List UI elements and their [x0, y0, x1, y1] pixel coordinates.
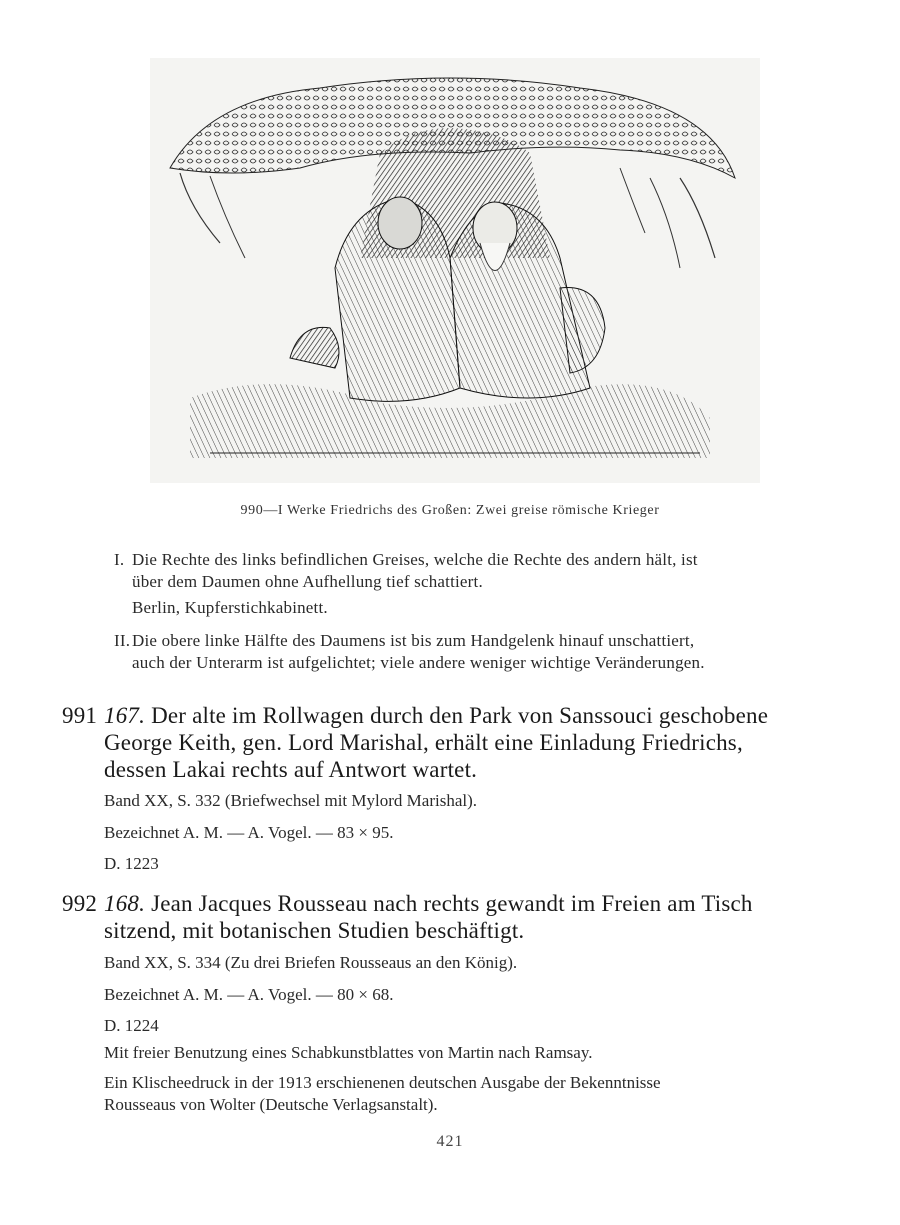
catalog-number: 168.: [104, 891, 146, 916]
entry-number: 991: [62, 703, 98, 728]
catalog-number: 167.: [104, 703, 146, 728]
entry-992-signature: Bezeichnet A. M. — A. Vogel. — 80 × 68.: [104, 985, 394, 1004]
entry-991-dorgerloh: D. 1223: [104, 854, 159, 873]
page-number: 421: [436, 1133, 464, 1150]
state-text-line: auch der Unterarm ist aufgelichtet; viele andere weniger wichtige Veränderungen.: [132, 653, 705, 672]
entry-992-note: Mit freier Benutzung eines Schabkunstblattes von Martin nach Ramsay.: [104, 1043, 593, 1062]
state-1-location: Berlin, Kupferstichkabinett.: [132, 598, 328, 617]
entry-number: 992: [62, 891, 98, 916]
note-line: Rousseaus von Wolter (Deutsche Verlagsanstalt).: [104, 1095, 438, 1114]
entry-991-title: [62, 702, 824, 783]
entry-991-signature: Bezeichnet A. M. — A. Vogel. — 83 × 95.: [104, 823, 394, 842]
state-number: I.: [114, 550, 125, 569]
entry-992-dorgerloh: D. 1224: [104, 1016, 159, 1035]
state-text-line: über dem Daumen ohne Aufhellung tief schattiert.: [132, 572, 483, 591]
title-line: Jean Jacques Rousseau nach rechts gewandt im Freien am Tisch: [151, 891, 753, 916]
state-number: II.: [114, 631, 131, 650]
state-1: [114, 549, 812, 593]
state-text-line: Die Rechte des links befindlichen Greises, welche die Rechte des andern hält, ist: [132, 550, 698, 569]
title-line: George Keith, gen. Lord Marishal, erhält eine Einladung Friedrichs,: [104, 730, 743, 755]
entry-992-title: [62, 890, 824, 944]
figure-caption: 990—I Werke Friedrichs des Großen: Zwei greise römische Krieger: [240, 503, 660, 518]
entry-992-source: Band XX, S. 334 (Zu drei Briefen Rousseaus an den König).: [104, 953, 518, 972]
state-2: [114, 630, 822, 674]
entry-992-print-note: [104, 1072, 804, 1116]
state-text-line: Die obere linke Hälfte des Daumens ist bis zum Handgelenk hinauf unschattiert,: [132, 631, 695, 650]
entry-991-source: Band XX, S. 332 (Briefwechsel mit Mylord Marishal).: [104, 791, 477, 810]
title-line: sitzend, mit botanischen Studien beschäftigt.: [104, 918, 525, 943]
engraving-illustration: [150, 58, 760, 483]
note-line: Ein Klischeedruck in der 1913 erschienenen deutschen Ausgabe der Bekenntnisse: [104, 1073, 661, 1092]
title-line: dessen Lakai rechts auf Antwort wartet.: [104, 757, 478, 782]
title-line: Der alte im Rollwagen durch den Park von Sanssouci geschobene: [151, 703, 769, 728]
